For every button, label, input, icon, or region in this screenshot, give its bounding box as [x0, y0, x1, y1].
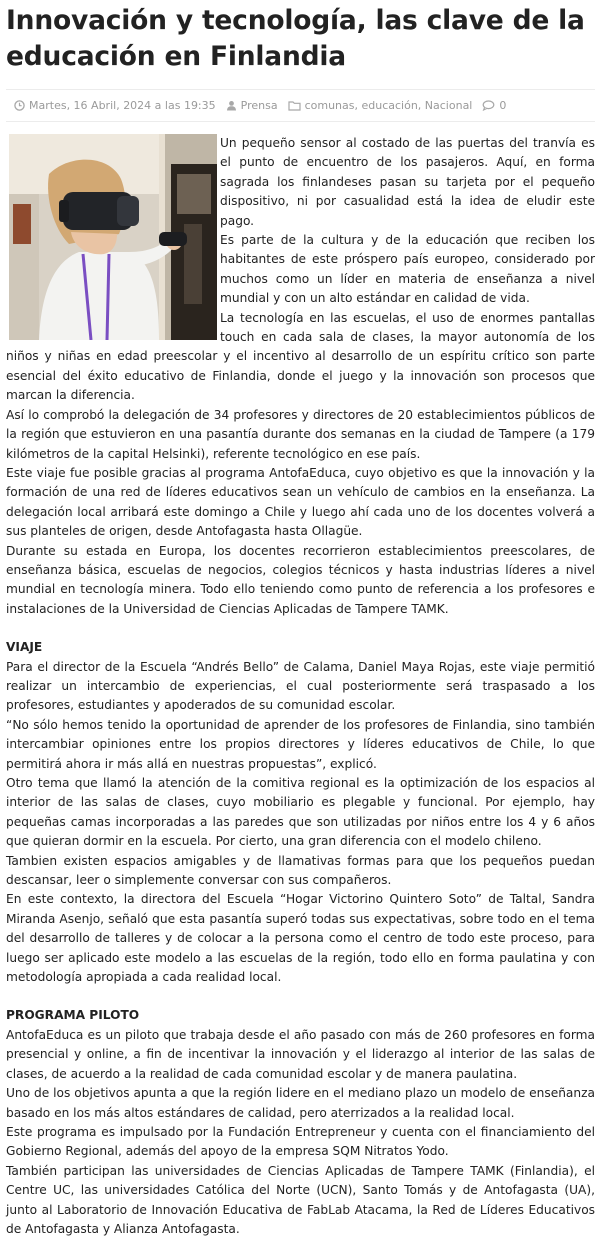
- user-icon: [226, 100, 237, 111]
- paragraph: Este programa es impulsado por la Fundación Entrepreneur y cuenta con el financiamiento del Gobierno Regional, además del apoyo de la empresa SQM Nitratos Yodo.: [6, 1124, 595, 1159]
- paragraph: La tecnología en las escuelas, el uso de enormes pantallas touch en cada sala de clases, la mayor autonomía de los niños y niñas en edad preescolar y el incentivo al desarrollo de un espíritu crítico son parte esencial del éxito educativo de Finlandia, donde el juego y la innovación son procesos que marcan la diferencia.: [6, 310, 595, 403]
- paragraph: Tambien existen espacios amigables y de llamativas formas para que los pequeños puedan descansar, leer o simplemente conversar con sus compañeros.: [6, 853, 595, 888]
- meta-categories-links[interactable]: comunas, educación, Nacional: [304, 99, 473, 112]
- meta-author[interactable]: [226, 99, 278, 112]
- meta-comments[interactable]: [482, 99, 506, 112]
- paragraph: “No sólo hemos tenido la oportunidad de aprender de los profesores de Finlandia, sino también intercambiar opiniones entre los propios directores y líderes educativos de Chile, lo que permitirá ahora ir más allá en nuestras propuestas”, explicó.: [6, 717, 595, 771]
- paragraph: Este viaje fue posible gracias al programa AntofaEduca, cuyo objetivo es que la innovación y la formación de una red de líderes educativos sean un vehículo de cambios en la enseñanza. La delegación local arribará este domingo a Chile y luego ahí cada uno de los docentes volverá a sus planteles de origen, desde Antofagasta hasta Ollagüe.: [6, 465, 595, 539]
- article-title: Innovación y tecnología, las clave de la educación en Finlandia: [6, 5, 585, 72]
- paragraph: En este contexto, la directora del Escuela “Hogar Victorino Quintero Soto” de Taltal, Sandra Miranda Asenjo, señaló que esta pasantía superó todas sus expectativas, sobre todo en el tema del desarrollo de talleres y de colocar a la persona como el centro de todo este proceso, para luego ser aplicado este modelo a las escuelas de la región, todo ello en forma paulatina y con metodología apropiada a cada realidad local.: [6, 892, 595, 985]
- meta-comments-count[interactable]: 0: [499, 99, 507, 112]
- section-heading-viaje: VIAJE: [6, 640, 43, 655]
- paragraph: AntofaEduca es un piloto que trabaja desde el año pasado con más de 260 profesores en forma presencial y online, a fin de incentivar la innovación y el liderazgo al interior de las salas de clases, de acuerdo a la realidad de cada comunidad escolar y de manera paulatina.: [6, 1027, 595, 1081]
- vr-headset-girl-photo: [9, 134, 217, 340]
- paragraph: Durante su estada en Europa, los docentes recorrieron establecimientos preescolares, de enseñanza básica, escuelas de negocios, colegios técnicos y hasta industrias líderes a nivel mundial en tecnología minera. Todo ello teniendo como punto de referencia a los profesores e instalaciones de la Universidad de Ciencias Aplicadas de Tampere TAMK.: [6, 543, 595, 616]
- paragraph: Así lo comprobó la delegación de 34 profesores y directores de 20 establecimientos públicos de la región que estuvieron en una pasantía durante dos semanas en la ciudad de Tampere (a 179 kilómetros de la capital Helsinki), referente tecnológico en ese país.: [6, 407, 595, 461]
- spacer: [6, 619, 595, 638]
- meta-categories: [288, 99, 473, 112]
- meta-date: [14, 99, 216, 112]
- meta-author-link[interactable]: Prensa: [240, 99, 278, 112]
- paragraph: También participan las universidades de Ciencias Aplicadas de Tampere TAMK (Finlandia), el Centre UC, las universidades Católica del Norte (UCN), Santo Tomás y de Antofagasta (UA), junto al Laboratorio de Innovación Educativa de FabLab Atacama, la Red de Líderes Educativos de Antofagasta y Alianza Antofagasta.: [6, 1163, 595, 1236]
- folder-icon: [288, 100, 301, 111]
- article-image[interactable]: [9, 134, 217, 340]
- paragraph: Uno de los objetivos apunta a que la región lidere en el mediano plazo un modelo de enseñanza basado en los más altos estándares de calidad, pero aterrizados a la realidad local.: [6, 1086, 595, 1120]
- article-meta: [6, 89, 595, 122]
- comment-icon: [482, 100, 495, 111]
- paragraph: Para el director de la Escuela “Andrés Bello” de Calama, Daniel Maya Rojas, este viaje permitió realizar un intercambio de experiencias, el cual posteriormente será traspasado a los profesores, estudiantes y apoderados de su comunidad escolar.: [6, 659, 595, 713]
- clock-icon: [14, 100, 25, 111]
- paragraph: Otro tema que llamó la atención de la comitiva regional es la optimización de los espacios al interior de las salas de clases, cuyo mobiliario es plegable y funcional. Por ejemplo, hay pequeñas camas incorporadas a las paredes que son utilizadas por niños entre los 4 y 6 años que quieran dormir en la escuela. Por cierto, una gran diferencia con el modelo chileno.: [6, 776, 595, 849]
- paragraph: Un pequeño sensor al costado de las puertas del tranvía es el punto de encuentro de los pasajeros. Aquí, en forma sagrada los finlandeses pasan su tarjeta por el pequeño dispositivo, ni por casualidad está la idea de eludir este pago.: [220, 136, 595, 228]
- article: [0, 3, 600, 1239]
- article-body: [6, 134, 595, 1239]
- paragraph: Es parte de la cultura y de la educación que reciben los habitantes de este próspero país europeo, considerado por muchos como un líder en materia de enseñanza a nivel mundial y con un alto estándar en calidad de vida.: [220, 233, 595, 306]
- section-heading-programa-piloto: PROGRAMA PILOTO: [6, 1008, 140, 1023]
- meta-date-text: Martes, 16 Abril, 2024 a las 19:35: [29, 99, 216, 112]
- spacer: [6, 987, 595, 1006]
